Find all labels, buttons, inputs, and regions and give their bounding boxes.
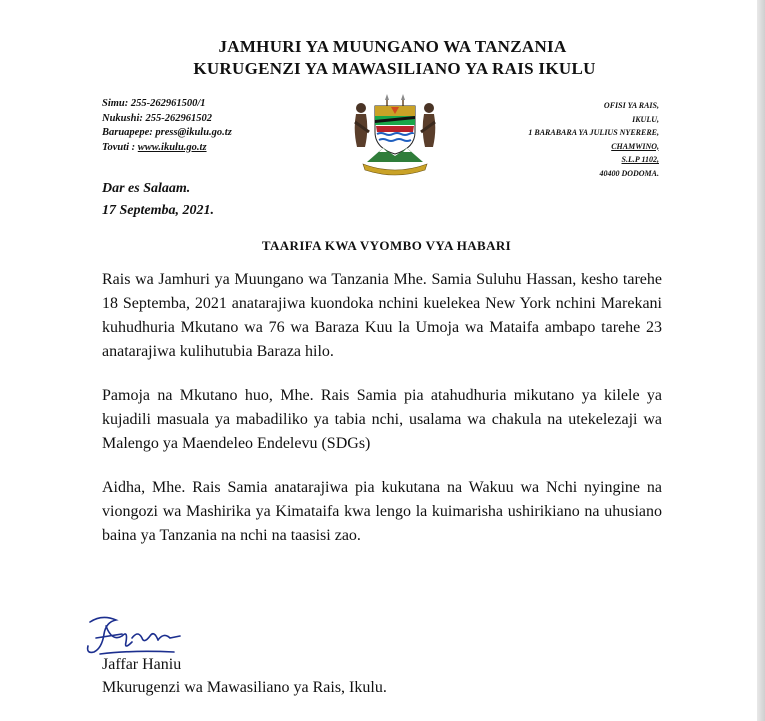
- paragraph-3: Aidha, Mhe. Rais Samia anatarajiwa pia kukutana na Wakuu wa Nchi nyingine na viongozi wa Mashirika ya Kimataifa kwa lengo la kuimarisha ushirikiano na uhusiano baina ya Tanzania na nchi na taasisi zao.: [102, 479, 662, 544]
- office-line-6: 40400 DODOMA.: [599, 168, 659, 178]
- office-line-5: S.L.P 1102,: [621, 155, 659, 164]
- tanzania-coat-of-arms-icon: [345, 92, 445, 177]
- signatory-position: Mkurugenzi wa Mawasiliano ya Rais, Ikulu.: [102, 679, 387, 696]
- website-label: Tovuti :: [102, 141, 138, 153]
- phone-number: Simu: 255-262961500/1: [102, 98, 206, 109]
- paragraph-1: Rais wa Jamhuri ya Muungano wa Tanzania Mhe. Samia Suluhu Hassan, kesho tarehe 18 Septemba, 2021 anatarajiwa kuondoka nchini kuelekea New York nchini Marekani kuhudhuria Mkutano wa 76 wa Baraza Kuu la Umoja wa Mataifa ambapo tarehe 23 anatarajiwa kulihutubia Baraza hilo.: [102, 271, 662, 360]
- website-link[interactable]: www.ikulu.go.tz: [137, 141, 207, 153]
- office-line-4: CHAMWINO,: [611, 141, 659, 151]
- office-line-1: OFISI YA RAIS,: [603, 101, 659, 110]
- signatory-block: [102, 653, 387, 699]
- issue-date: 17 Septemba, 2021.: [102, 203, 214, 218]
- letterhead: [0, 36, 765, 80]
- office-address: [528, 99, 659, 180]
- place-name: Dar es Salaam.: [102, 181, 191, 196]
- letterhead-line-1: JAMHURI YA MUUNGANO WA TANZANIA: [218, 37, 567, 56]
- letterhead-line-2: KURUGENZI YA MAWASILIANO YA RAIS IKULU: [193, 59, 596, 78]
- document-title: TAARIFA KWA VYOMBO VYA HABARI: [261, 238, 512, 253]
- place-and-date: [102, 178, 214, 222]
- email-address: Baruapepe: press@ikulu.go.tz: [102, 127, 232, 138]
- signatory-name: Jaffar Haniu: [102, 656, 182, 673]
- website-line: [102, 141, 232, 156]
- office-line-3: 1 BARABARA YA JULIUS NYERERE,: [528, 128, 659, 137]
- statement-body: [102, 268, 662, 568]
- fax-number: Nukushi: 255-262961502: [102, 112, 212, 124]
- paragraph-2: Pamoja na Mkutano huo, Mhe. Rais Samia pia atahudhuria mikutano ya kilele ya kujadili masuala ya mabadiliko ya tabia nchi, usalama wa chakula na utekelezaji wa Malengo ya Maendeleo Endelevu (SDGs): [102, 387, 662, 452]
- office-line-2: IKULU,: [632, 114, 659, 124]
- page-edge-strip: [757, 0, 765, 721]
- contact-block: [102, 97, 232, 155]
